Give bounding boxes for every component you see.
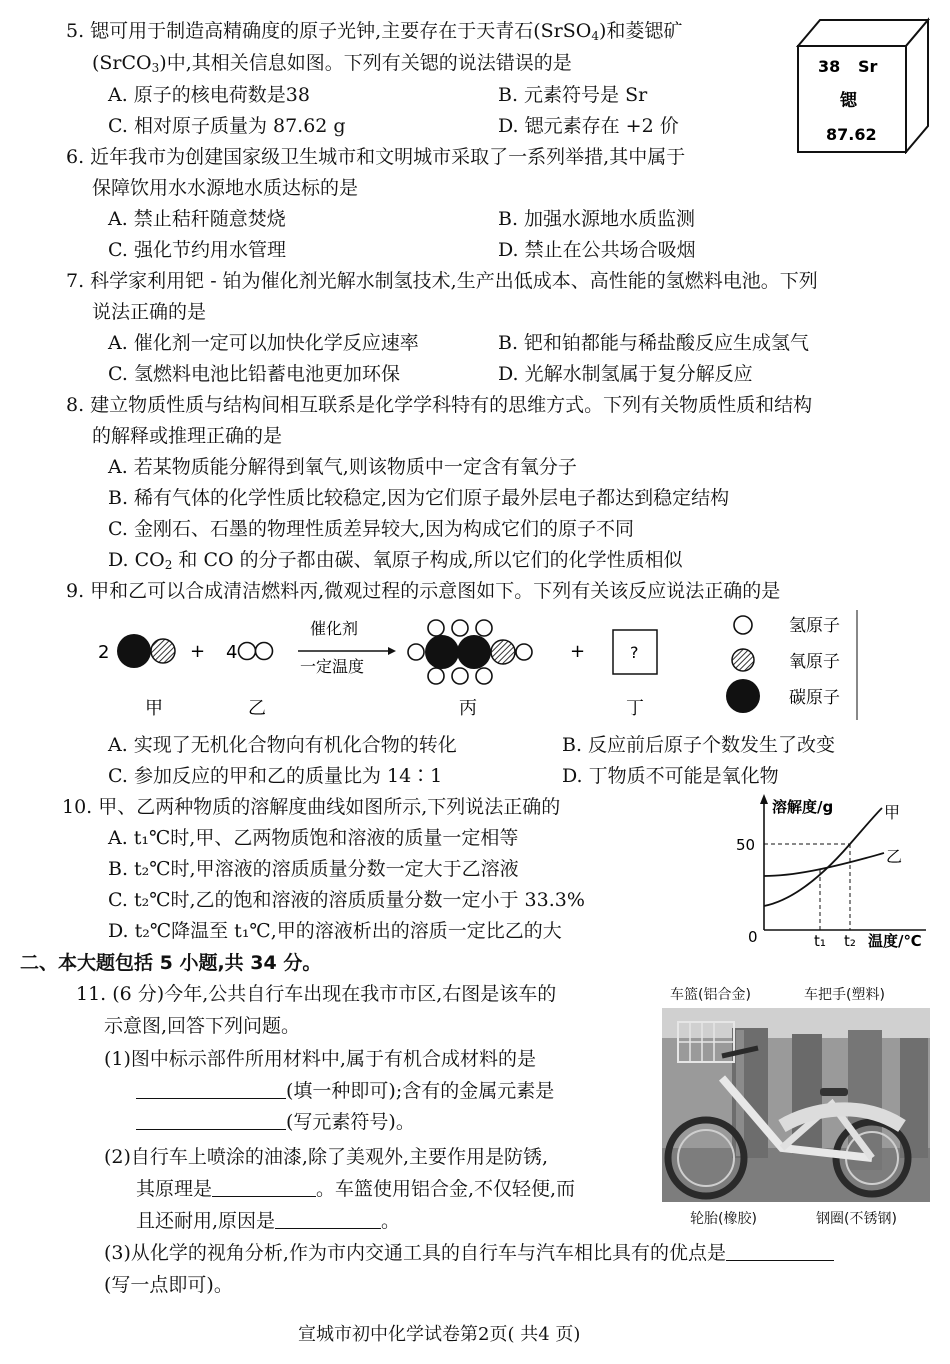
q6-stem-line2: 保障饮用水水源地水质达标的是 <box>92 177 359 199</box>
x-axis-label: 温度/℃ <box>868 932 922 950</box>
label-jia: 甲 <box>145 698 163 719</box>
q8-option-b: B. 稀有气体的化学性质比较稳定,因为它们原子最外层电子都达到稳定结构 <box>108 487 730 509</box>
element-name: 锶 <box>840 91 857 111</box>
answer-blank-2[interactable] <box>136 1110 286 1130</box>
curve-jia <box>764 808 882 906</box>
reaction-arrowhead <box>388 647 396 655</box>
photo-label-basket: 车篮(铝合金) <box>670 987 751 1003</box>
q10-option-c: C. t₂℃时,乙的饱和溶液的溶质质量分数一定小于 33.3% <box>108 889 585 911</box>
q6-stem-line1: 6. 近年我市为创建国家级卫生城市和文明城市采取了一系列举措,其中属于 <box>66 146 686 168</box>
label-ding: 丁 <box>626 698 644 719</box>
q11-part1-line1: (1)图中标示部件所用材料中,属于有机合成材料的是 <box>104 1048 536 1070</box>
bing-h-atom <box>452 620 468 636</box>
series-label-yi: 乙 <box>886 847 903 866</box>
answer-blank-3[interactable] <box>212 1177 316 1197</box>
q9-option-b: B. 反应前后原子个数发生了改变 <box>562 734 836 756</box>
bing-h-atom <box>516 644 532 660</box>
jia-carbon-atom <box>117 634 151 668</box>
bing-carbon-atom <box>457 635 491 669</box>
yi-hydrogen-atom-1 <box>239 643 256 660</box>
q5-stem-line2: (SrCO$_3$)中,其相关信息如图。下列有关锶的说法错误的是 <box>92 52 572 75</box>
q6-option-a: A. 禁止秸秆随意焚烧 <box>108 208 286 230</box>
q11-stem-line1: 11. (6 分)今年,公共自行车出现在我市市区,右图是该车的 <box>76 983 557 1005</box>
q8-option-c: C. 金刚石、石墨的物理性质差异较大,因为构成它们的原子不同 <box>108 518 634 540</box>
q8-stem-line2: 的解释或推理正确的是 <box>92 425 283 447</box>
q6-option-c: C. 强化节约用水管理 <box>108 239 286 261</box>
section-2-heading: 二、本大题包括 5 小题,共 34 分。 <box>20 952 322 974</box>
arrow-condition-top: 催化剂 <box>310 619 359 638</box>
answer-blank-1[interactable] <box>136 1079 286 1099</box>
q7-stem-line2: 说法正确的是 <box>92 301 207 323</box>
yi-hydrogen-atom-2 <box>256 643 273 660</box>
bing-h-atom <box>428 668 444 684</box>
arrow-condition-bottom: 一定温度 <box>300 657 365 676</box>
q11-part2-line1: (2)自行车上喷涂的油漆,除了美观外,主要作用是防锈, <box>104 1146 549 1168</box>
ding-question-mark: ? <box>630 643 639 662</box>
q5-option-a: A. 原子的核电荷数是38 <box>108 84 310 106</box>
q10-stem-line1: 10. 甲、乙两种物质的溶解度曲线如图所示,下列说法正确的 <box>62 796 561 818</box>
q11-part1-line2: (填一种即可);含有的金属元素是 <box>136 1078 554 1104</box>
origin-label: 0 <box>748 928 758 946</box>
q10-option-d: D. t₂℃降温至 t₁℃,甲的溶液析出的溶质一定比乙的大 <box>108 920 562 942</box>
q11-part3-line2: (写一点即可)。 <box>104 1274 233 1296</box>
curve-yi <box>764 853 884 876</box>
legend-hydrogen-label: 氢原子 <box>789 616 840 636</box>
series-label-jia: 甲 <box>884 803 901 822</box>
jia-oxygen-atom <box>151 639 175 663</box>
q8-option-a: A. 若某物质能分解得到氧气,则该物质中一定含有氧分子 <box>108 456 577 478</box>
plus-2: + <box>570 641 586 662</box>
label-yi: 乙 <box>248 698 266 719</box>
legend-hydrogen-swatch <box>734 616 752 634</box>
answer-blank-4[interactable] <box>275 1209 381 1229</box>
coef-yi: 4 <box>226 642 238 663</box>
q5-option-d: D. 锶元素存在 +2 价 <box>498 115 679 137</box>
bicycle-photo <box>662 1008 930 1202</box>
bing-h-atom <box>476 668 492 684</box>
q5-option-b: B. 元素符号是 Sr <box>498 84 648 106</box>
legend-carbon-label: 碳原子 <box>789 688 840 708</box>
q9-stem-line1: 9. 甲和乙可以合成清洁燃料丙,微观过程的示意图如下。下列有关该反应说法正确的是 <box>66 580 781 602</box>
plus-1: + <box>190 641 206 662</box>
q7-option-c: C. 氢燃料电池比铅蓄电池更加环保 <box>108 363 400 385</box>
q8-stem-line1: 8. 建立物质性质与结构间相互联系是化学学科特有的思维方式。下列有关物质性质和结构 <box>66 394 813 416</box>
solubility-chart <box>734 790 934 956</box>
answer-blank-5[interactable] <box>726 1241 834 1261</box>
bing-carbon-atom <box>425 635 459 669</box>
q10-option-b: B. t₂℃时,甲溶液的溶质质量分数一定大于乙溶液 <box>108 858 519 880</box>
x-tick-t2: t₂ <box>844 932 856 950</box>
q9-reaction-diagram <box>90 606 870 724</box>
q9-option-a: A. 实现了无机化合物向有机化合物的转化 <box>108 734 457 756</box>
label-bing: 丙 <box>459 698 477 719</box>
q9-option-c: C. 参加反应的甲和乙的质量比为 14∶1 <box>108 765 443 787</box>
y-axis-arrow <box>760 794 768 804</box>
q7-option-d: D. 光解水制氢属于复分解反应 <box>498 363 753 385</box>
y-axis-label: 溶解度/g <box>772 798 834 816</box>
q11-part3-line1: (3)从化学的视角分析,作为市内交通工具的自行车与汽车相比具有的优点是 <box>104 1240 834 1266</box>
bing-h-atom <box>428 620 444 636</box>
legend-carbon-swatch <box>726 679 760 713</box>
q11-stem-line2: 示意图,回答下列问题。 <box>104 1015 301 1037</box>
q5-stem-line1: 5. 锶可用于制造高精确度的原子光钟,主要存在于天青石(SrSO$_4$)和菱锶矿 <box>66 20 683 43</box>
photo-label-rim: 钢圈(不锈钢) <box>816 1211 897 1227</box>
q8-option-d: D. $CO_2$ 和 CO 的分子都由碳、氧原子构成,所以它们的化学性质相似 <box>108 549 683 572</box>
q5-option-c: C. 相对原子质量为 87.62 g <box>108 115 346 137</box>
coef-jia: 2 <box>98 642 110 663</box>
q11-part2-line2: 其原理是 。车篮使用铝合金,不仅轻便,而 <box>136 1178 576 1200</box>
bing-h-atom <box>476 620 492 636</box>
element-atomic-number: 38 <box>818 57 841 76</box>
strontium-element-card <box>796 16 930 154</box>
q11-part2-line3: 且还耐用,原因是 。 <box>136 1210 401 1232</box>
q6-option-d: D. 禁止在公共场合吸烟 <box>498 239 696 261</box>
q7-stem-line1: 7. 科学家利用钯 - 铂为催化剂光解水制氢技术,生产出低成本、高性能的氢燃料电池。下列 <box>66 270 818 292</box>
photo-label-handle: 车把手(塑料) <box>804 987 885 1003</box>
q9-option-d: D. 丁物质不可能是氧化物 <box>562 765 779 787</box>
q10-option-a: A. t₁℃时,甲、乙两物质饱和溶液的质量一定相等 <box>108 827 519 849</box>
q11-part1-line3: (写元素符号)。 <box>136 1109 415 1135</box>
page-footer: 宣城市初中化学试卷第2页( 共4 页) <box>298 1324 581 1345</box>
legend-oxygen-swatch <box>732 649 754 671</box>
photo-label-tire: 轮胎(橡胶) <box>690 1211 757 1227</box>
element-atomic-mass: 87.62 <box>826 125 877 144</box>
bing-h-atom <box>452 668 468 684</box>
legend-oxygen-label: 氧原子 <box>789 652 840 672</box>
q7-option-b: B. 钯和铂都能与稀盐酸反应生成氢气 <box>498 332 810 354</box>
bing-h-atom <box>408 644 424 660</box>
y-tick-50: 50 <box>736 836 756 854</box>
q6-option-b: B. 加强水源地水质监测 <box>498 208 696 230</box>
bing-oxygen-atom <box>491 640 515 664</box>
q7-option-a: A. 催化剂一定可以加快化学反应速率 <box>108 332 419 354</box>
element-symbol: Sr <box>858 57 878 76</box>
x-tick-t1: t₁ <box>814 932 826 950</box>
